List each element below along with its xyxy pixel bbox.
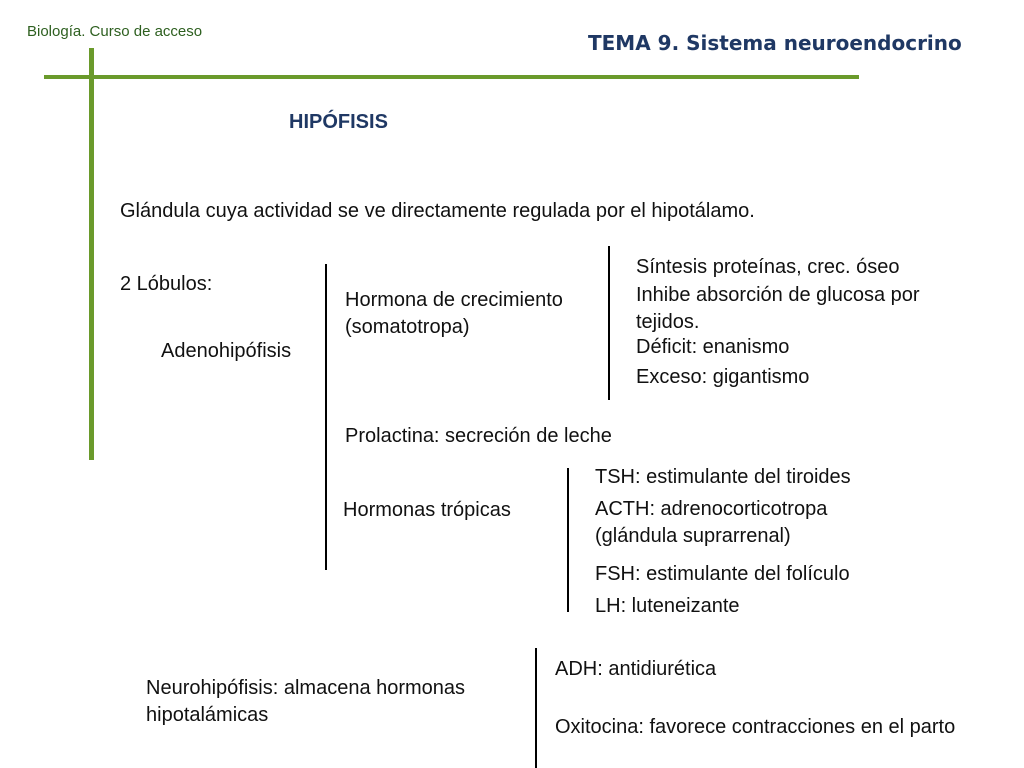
neurohipofisis-label-line1: Neurohipófisis: almacena hormonas — [146, 677, 466, 699]
tropic-item: TSH: estimulante del tiroides — [595, 466, 851, 488]
tropic-item: (glándula suprarrenal) — [595, 525, 791, 547]
tropic-label: Hormonas trópicas — [343, 499, 511, 521]
neuro-bracket — [535, 648, 537, 768]
gh-effect: Síntesis proteínas, crec. óseo — [636, 256, 900, 278]
neuro-item: Oxitocina: favorece contracciones en el parto — [555, 716, 956, 738]
tropic-item: LH: luteneizante — [595, 595, 740, 617]
neurohipofisis-label-line2: hipotalámicas — [146, 704, 269, 726]
gh-effect: Déficit: enanismo — [636, 336, 790, 358]
left-rule — [89, 48, 94, 460]
header-rule — [44, 75, 859, 79]
adenohipofisis-label: Adenohipófisis — [161, 340, 292, 362]
gh-name-line1: Hormona de crecimiento — [345, 289, 563, 311]
lobes-label: 2 Lóbulos: — [120, 273, 213, 295]
tropic-item: FSH: estimulante del folículo — [595, 563, 850, 585]
prolactin-text: Prolactina: secreción de leche — [345, 425, 612, 447]
gh-bracket — [608, 246, 610, 400]
neuro-item: ADH: antidiurética — [555, 658, 717, 680]
adeno-bracket — [325, 264, 327, 570]
page-title: HIPÓFISIS — [289, 111, 388, 133]
tropic-bracket — [567, 468, 569, 612]
topic-title: TEMA 9. Sistema neuroendocrino — [588, 31, 962, 55]
gh-name-line2: (somatotropa) — [345, 316, 470, 338]
gh-effect: tejidos. — [636, 311, 700, 333]
intro-text: Glándula cuya actividad se ve directamente regulada por el hipotálamo. — [120, 200, 755, 222]
gh-effect: Inhibe absorción de glucosa por — [636, 284, 920, 306]
gh-effect: Exceso: gigantismo — [636, 366, 810, 388]
course-name: Biología. Curso de acceso — [27, 23, 203, 40]
tropic-item: ACTH: adrenocorticotropa — [595, 498, 828, 520]
